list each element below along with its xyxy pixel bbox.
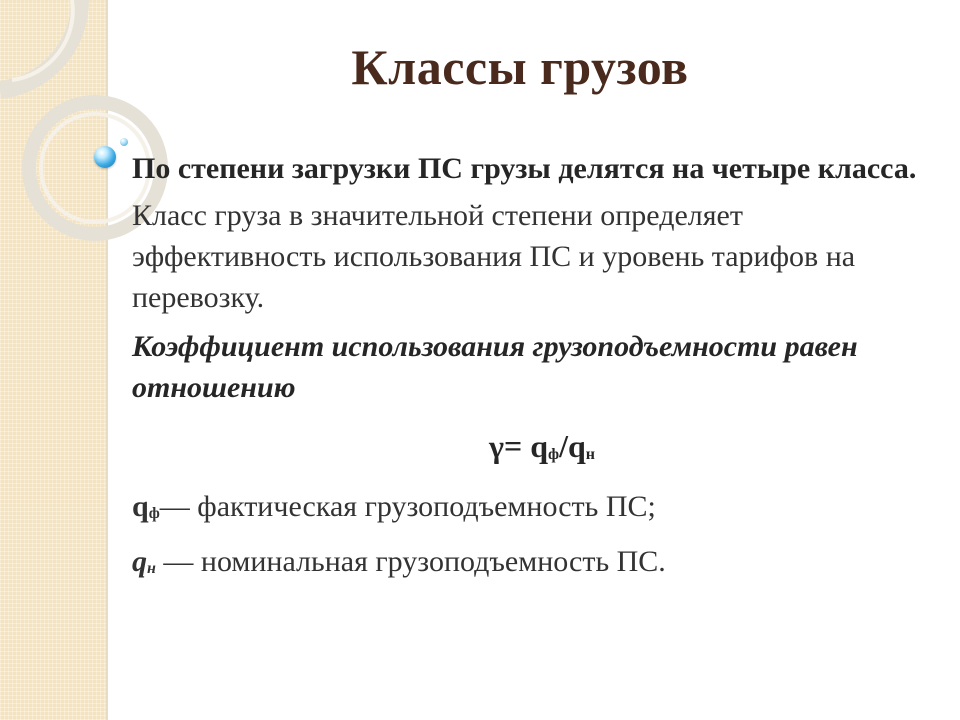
definition-actual-text: — фактическая грузоподъемность ПС; xyxy=(159,490,656,523)
formula-sub-actual: ф xyxy=(548,446,560,463)
slide-title: Классы грузов xyxy=(351,39,689,95)
paragraph-tariffs: Класс груза в значительной степени определяет эффективность использования ПС и уровень тарифов на перевозку. xyxy=(132,199,856,314)
definition-actual xyxy=(132,487,922,532)
paragraph-coefficient: Коэффициент использования грузоподъемности равен отношению xyxy=(132,330,858,404)
definition-nominal-symbol: q xyxy=(132,545,147,578)
paragraph-classes: По степени загрузки ПС грузы делятся на четыре класса. xyxy=(132,152,917,185)
formula-lhs: γ= q xyxy=(489,428,548,464)
definition-actual-symbol: q xyxy=(132,490,149,523)
definition-nominal-sub: н xyxy=(147,560,156,577)
bullet-orb-icon xyxy=(94,146,116,168)
definition-nominal xyxy=(132,542,922,587)
definition-nominal-text: — номинальная грузоподъемность ПС. xyxy=(155,545,666,578)
formula-sub-nominal: н xyxy=(585,446,595,463)
formula-slash: /q xyxy=(559,428,586,464)
slide-content xyxy=(132,148,922,587)
definition-actual-sub: ф xyxy=(148,505,160,522)
formula xyxy=(132,426,922,473)
bullet-small-orb-icon xyxy=(120,138,128,146)
